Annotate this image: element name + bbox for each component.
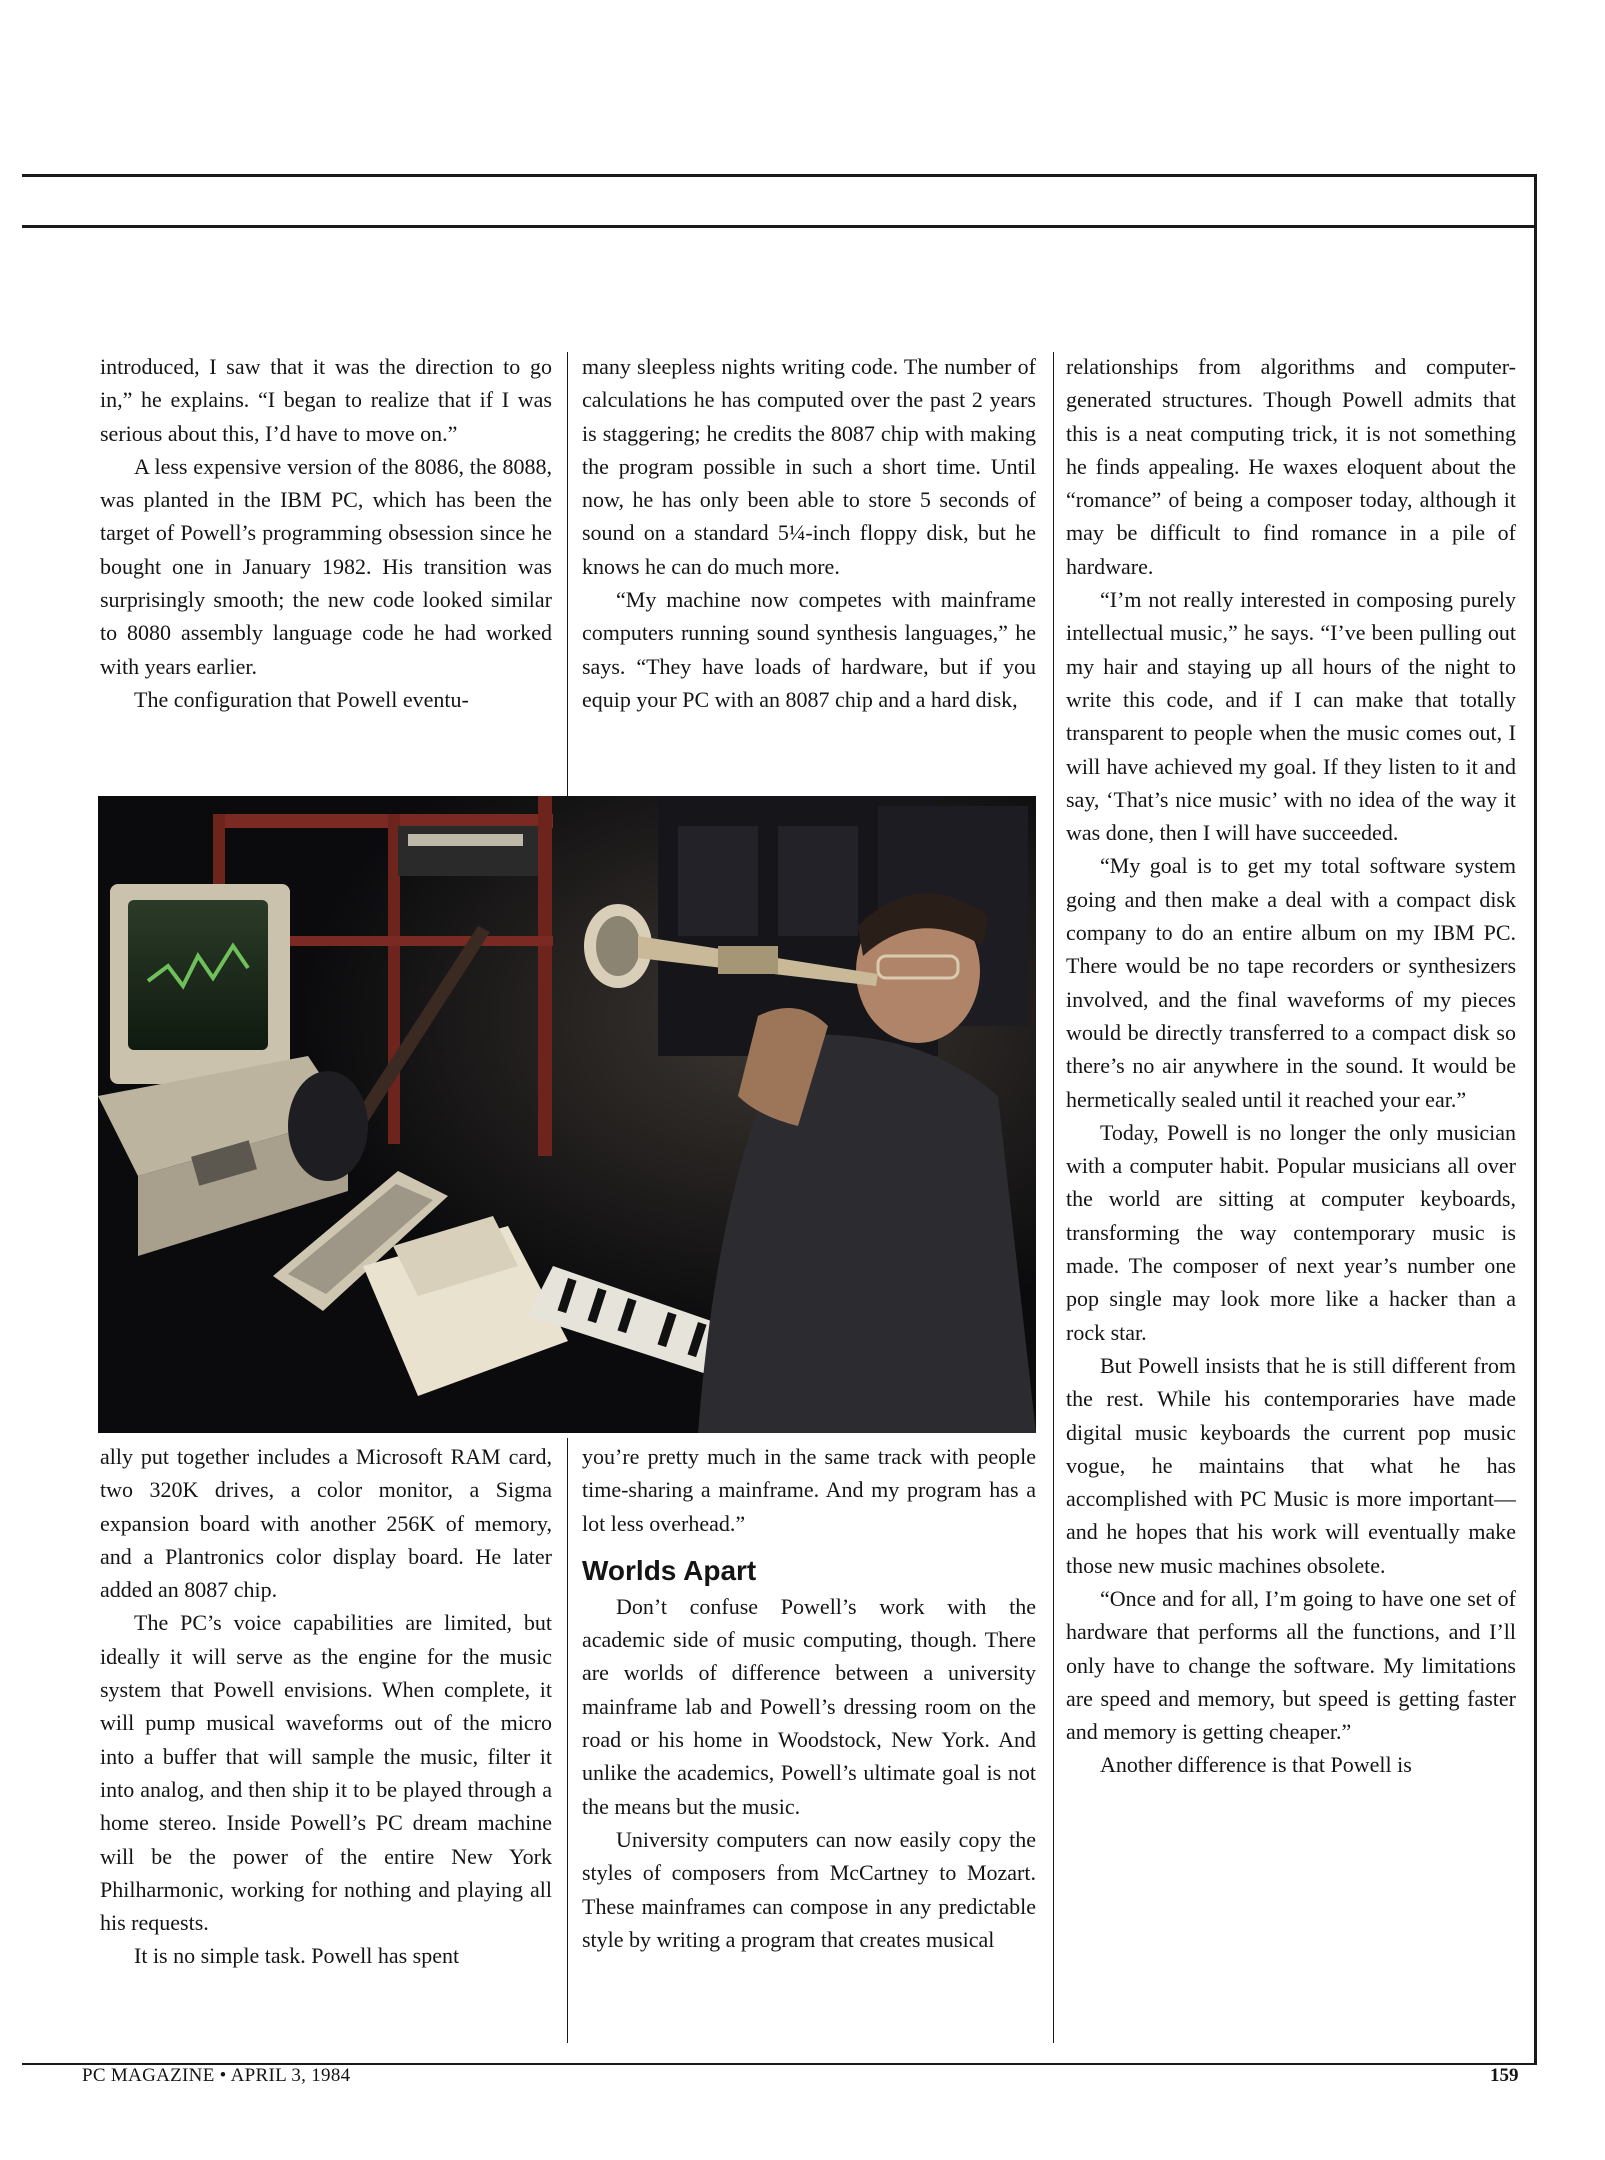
frame-rule-right <box>1534 174 1537 2064</box>
column-separator-1 <box>567 352 568 799</box>
paragraph: “My machine now competes with mainframe computers running sound synthesis languages,” he says. “They have loads of hardware, but if you equip your PC with an 8087 chip and a hard disk, <box>582 587 1036 712</box>
paragraph: “Once and for all, I’m going to have one set of hardware that performs all the functions, and I’ll only have to change the software. My limitations are speed and memory, but speed is getting faster and memory is getting cheaper.” <box>1066 1585 1516 1745</box>
paragraph: A less expensive version of the 8086, the 8088, was planted in the IBM PC, which has been the target of Powell’s programming obsession since he bought one in January 1982. His transition was surprisingly smooth; the new code looked similar to 8080 assembly language code he had worked with years earlier. <box>100 453 552 679</box>
paragraph: Don’t confuse Powell’s work with the academic side of music computing, though. There are worlds of difference between a university mainframe lab and Powell’s dressing room on the road or his home in Woodstock, New York. And unlike the academics, Powell’s ultimate goal is not the means but the music. <box>582 1593 1036 1819</box>
paragraph: Today, Powell is no longer the only musician with a computer habit. Popular musicians all over the world are sitting at computer keyboards, transforming the way contemporary music is made. The composer of next year’s number one pop single may look more like a hacker than a rock star. <box>1066 1119 1516 1345</box>
paragraph: University computers can now easily copy the styles of composers from McCartney to Mozart. These mainframes can compose in any predictable style by writing a program that creates musical <box>582 1826 1036 1952</box>
paragraph: “I’m not really interested in composing purely intellectual music,” he says. “I’ve been pulling out my hair and staying up all hours of the night to write this code, and if I can make that totally transparent to people when the music comes out, I will have achieved my goal. If they listen to it and say, ‘That’s nice music’ with no idea of the way it was done, then I will have succeeded. <box>1066 587 1516 846</box>
header-rule-top <box>22 174 1537 177</box>
paragraph: It is no simple task. Powell has spent <box>134 1943 460 1969</box>
paragraph: “My goal is to get my total software system going and then make a deal with a compact disk company to do an entire album on my IBM PC. There would be no tape recorders or synthesizers involved, and the final waveforms of my pieces would be directly transferred to a compact disk so there’s no air anywhere in the sound. It would be hermetically sealed until it reached your ear.” <box>1066 853 1516 1112</box>
paragraph: The configuration that Powell eventu- <box>134 686 469 712</box>
paragraph: But Powell insists that he is still different from the rest. While his contemporaries have made digital music keyboards the current pop music vogue, he maintains that what he has accomplished with PC Music is more important—and he hopes that his work will eventually make those new music machines obsolete. <box>1066 1352 1516 1578</box>
paragraph: ally put together includes a Microsoft RAM card, two 320K drives, a color monitor, a Sigma expansion board with another 256K of memory, and a Plantronics color display board. He later added an 8087 chip. <box>100 1444 552 1603</box>
photo-musician-with-pc <box>98 796 1036 1433</box>
paragraph: relationships from algorithms and computer-generated structures. Though Powell admits that this is a neat computing trick, it is not something he finds appealing. He waxes eloquent about the “romance” of being a composer today, although it may be difficult to find romance in a pile of hardware. <box>1066 354 1516 579</box>
header-rule-bottom <box>22 225 1537 228</box>
column-1-top <box>100 350 552 790</box>
paragraph: you’re pretty much in the same track with people time-sharing a mainframe. And my program has a lot less overhead.” <box>582 1444 1036 1536</box>
section-heading: Worlds Apart <box>582 1554 757 1586</box>
column-separator-1-lower <box>567 1438 568 2043</box>
footer-publication: PC MAGAZINE • APRIL 3, 1984 <box>82 2065 351 2086</box>
paragraph: Another difference is that Powell is <box>1100 1752 1412 1778</box>
page-number: 159 <box>1490 2065 1519 2086</box>
column-1-bottom <box>100 1440 552 2050</box>
column-2-top <box>582 350 1036 790</box>
column-3 <box>1066 350 1516 2050</box>
column-separator-2 <box>1053 352 1054 2043</box>
column-2-bottom <box>582 1440 1036 2050</box>
paragraph: introduced, I saw that it was the direction to go in,” he explains. “I began to realize that if I was serious about this, I’d have to move on.” <box>100 354 552 446</box>
paragraph: The PC’s voice capabilities are limited, but ideally it will serve as the engine for the music system that Powell envisions. When complete, it will pump musical waveforms out of the micro into a buffer that will sample the music, filter it into analog, and then ship it to be played through a home stereo. Inside Powell’s PC dream machine will be the power of the entire New York Philharmonic, working for nothing and playing all his requests. <box>100 1610 552 1936</box>
paragraph: many sleepless nights writing code. The number of calculations he has computed over the past 2 years is staggering; he credits the 8087 chip with making the program possible in such a short time. Until now, he has only been able to store 5 seconds of sound on a standard 5¼-inch floppy disk, but he knows he can do much more. <box>582 354 1036 579</box>
